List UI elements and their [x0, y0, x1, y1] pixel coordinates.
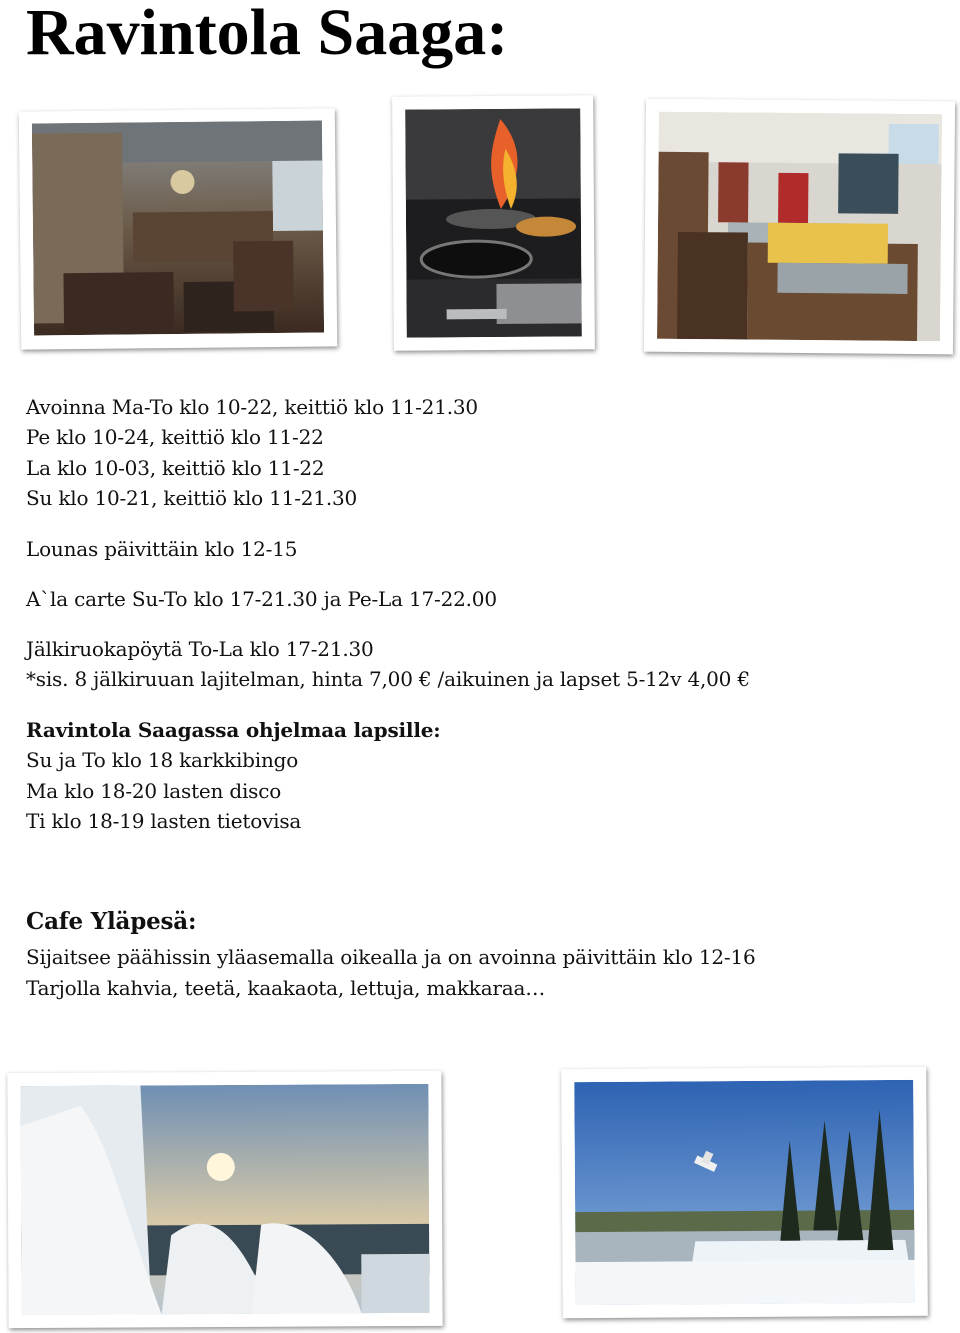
hours-line: Su klo 10-21, keittiö klo 11-21.30 — [26, 486, 358, 510]
cafe-line: Tarjolla kahvia, teetä, kaakaota, lettuja, makkaraa… — [26, 976, 546, 1000]
dessert-table-note: *sis. 8 jälkiruuan lajitelman, hinta 7,00 € /aikuinen ja lapset 5-12v 4,00 € — [26, 667, 750, 691]
photo-icon — [32, 120, 324, 335]
snowboard-jump-photo — [561, 1067, 928, 1319]
cafe-line: Sijaitsee päähissin yläasemalla oikealla ja on avoinna päivittäin klo 12-16 — [26, 945, 756, 969]
hours-line: Pe klo 10-24, keittiö klo 11-22 — [26, 425, 324, 449]
cafe-heading: Cafe Yläpesä: — [26, 908, 197, 935]
kitchen-flambe-photo — [392, 95, 595, 350]
page-title: Ravintola Saaga: — [26, 0, 509, 69]
dessert-table-hours: Jälkiruokapöytä To-La klo 17-21.30 — [26, 637, 374, 661]
kids-program-item: Su ja To klo 18 karkkibingo — [26, 748, 299, 772]
kids-program-item: Ti klo 18-19 lasten tietovisa — [26, 809, 302, 833]
lunch-hours: Lounas päivittäin klo 12-15 — [26, 537, 298, 561]
alacarte-hours: A`la carte Su-To klo 17-21.30 ja Pe-La 17-22.00 — [26, 587, 497, 611]
photo-icon — [657, 112, 942, 341]
photo-icon — [405, 108, 582, 337]
restaurant-lounge-photo — [19, 108, 337, 349]
photo-icon — [20, 1084, 429, 1315]
snowy-forest-photo — [7, 1071, 442, 1328]
kids-program-heading: Ravintola Saagassa ohjelmaa lapsille: — [26, 718, 441, 742]
kids-program-item: Ma klo 18-20 lasten disco — [26, 779, 282, 803]
hours-line: Avoinna Ma-To klo 10-22, keittiö klo 11-21.30 — [26, 395, 478, 419]
photo-icon — [574, 1080, 915, 1305]
hours-line: La klo 10-03, keittiö klo 11-22 — [26, 456, 325, 480]
buffet-line-photo — [644, 99, 955, 355]
